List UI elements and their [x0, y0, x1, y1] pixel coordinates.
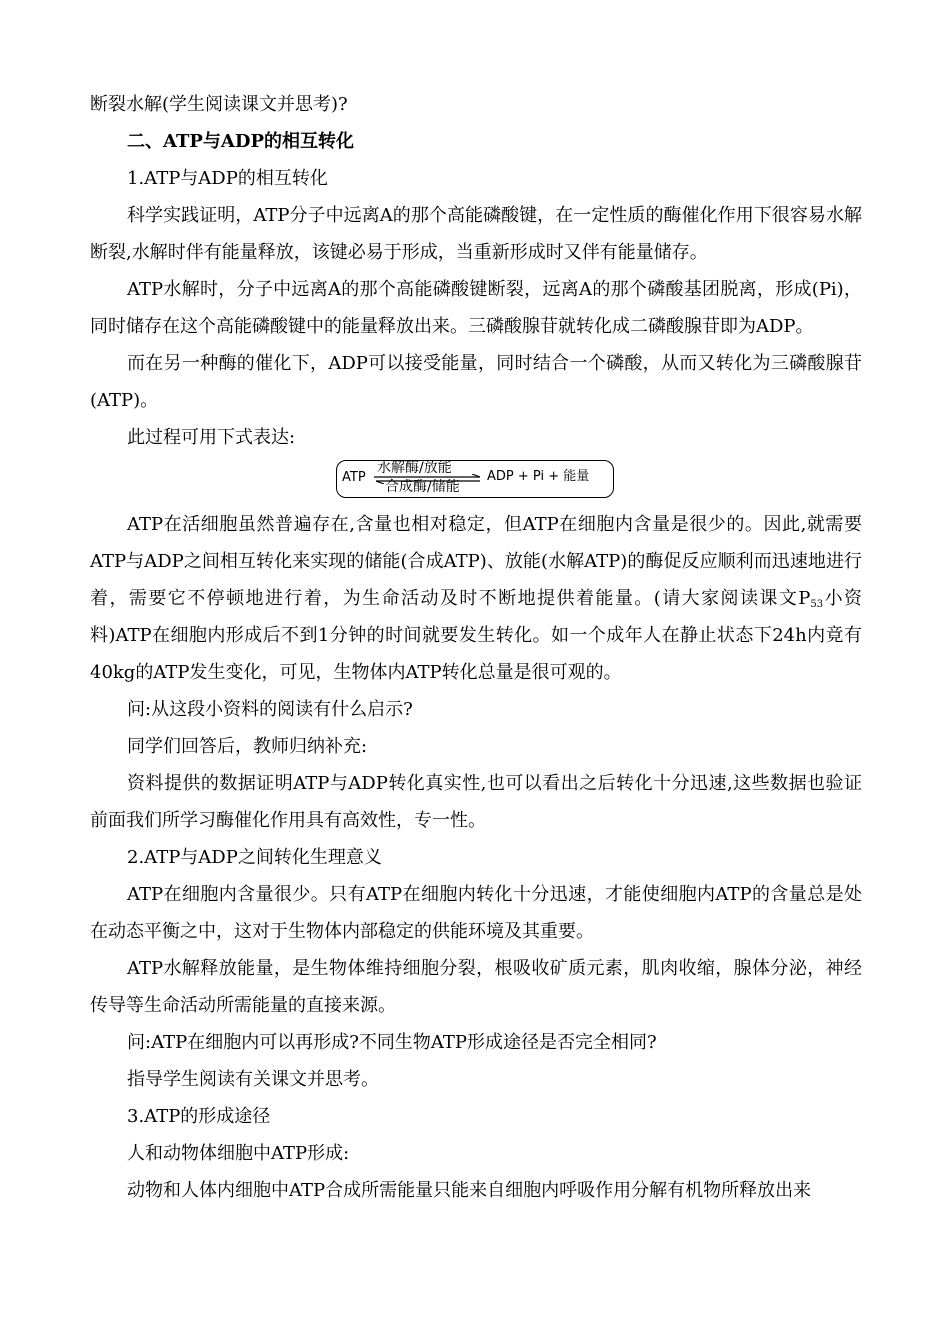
paragraph-6-part-2: 小资料)ATP在细胞内形成后不到1分钟的时间就要发生转化。如一个成年人在静止状态下24h内竟有40kg的ATP发生变化，可见，生物体内ATP转化总量是很可观的。	[90, 588, 863, 683]
subheading-2-2: 2.ATP与ADP之间转化生理意义	[127, 847, 382, 868]
formula-products: ADP + Pi + 能量	[487, 469, 590, 484]
page-subscript: 53	[810, 599, 824, 610]
paragraph-2: 科学实践证明，ATP分子中远离A的那个高能磷酸键，在一定性质的酶催化作用下很容易水解断裂,水解时伴有能量释放，该键必易于形成，当重新形成时又伴有能量储存。	[90, 205, 862, 263]
formula-reactant: ATP	[342, 470, 366, 485]
document-page	[90, 86, 862, 1209]
paragraph-7: 问:从这段小资料的阅读有什么启示?	[127, 699, 413, 720]
formula-forward-label: 水解酶/放能	[377, 460, 452, 476]
paragraph-14: 人和动物体细胞中ATP形成:	[127, 1143, 350, 1164]
section-heading-2: 二、ATP与ADP的相互转化	[127, 131, 355, 152]
reaction-formula	[90, 456, 862, 506]
formula-reverse-label: 合成酶/储能	[385, 479, 460, 495]
paragraph-8: 同学们回答后，教师归纳补充:	[127, 736, 368, 757]
paragraph-10: ATP在细胞内含量很少。只有ATP在细胞内转化十分迅速，才能使细胞内ATP的含量总是处在动态平衡之中，这对于生物体内部稳定的供能环境及其重要。	[90, 884, 862, 942]
paragraph-13: 指导学生阅读有关课文并思考。	[127, 1069, 379, 1090]
paragraph-9: 资料提供的数据证明ATP与ADP转化真实性,也可以看出之后转化十分迅速,这些数据也验证前面我们所学习酶催化作用具有高效性，专一性。	[90, 773, 862, 831]
subheading-2-3: 3.ATP的形成途径	[127, 1106, 271, 1127]
paragraph-5: 此过程可用下式表达:	[127, 427, 296, 448]
paragraph-15: 动物和人体内细胞中ATP合成所需能量只能来自细胞内呼吸作用分解有机物所释放出来	[127, 1180, 812, 1201]
paragraph-11: ATP水解释放能量，是生物体维持细胞分裂，根吸收矿质元素，肌肉收缩，腺体分泌，神经传导等生命活动所需能量的直接来源。	[90, 958, 862, 1016]
paragraph-6	[90, 506, 862, 691]
paragraph-3: ATP水解时，分子中远离A的那个高能磷酸键断裂，远离A的那个磷酸基团脱离，形成(Pi)，同时储存在这个高能磷酸键中的能量释放出来。三磷酸腺苷就转化成二磷酸腺苷即为ADP。	[90, 279, 862, 337]
subheading-2-1: 1.ATP与ADP的相互转化	[127, 168, 328, 189]
paragraph-4: 而在另一种酶的催化下，ADP可以接受能量，同时结合一个磷酸，从而又转化为三磷酸腺苷(ATP)。	[90, 353, 862, 411]
paragraph-12: 问:ATP在细胞内可以再形成?不同生物ATP形成途径是否完全相同?	[127, 1032, 657, 1053]
paragraph-1: 断裂水解(学生阅读课文并思考)?	[90, 94, 348, 115]
reaction-formula-box	[336, 460, 614, 498]
paragraph-6-part-1: ATP在活细胞虽然普遍存在,含量也相对稳定，但ATP在细胞内含量是很少的。因此,就需要ATP与ADP之间相互转化来实现的储能(合成ATP)、放能(水解ATP)的酶促反应顺利而迅速地进行着，需要它不停顿地进行着，为生命活动及时不断地提供着能量。(请大家阅读课文P	[90, 514, 862, 609]
